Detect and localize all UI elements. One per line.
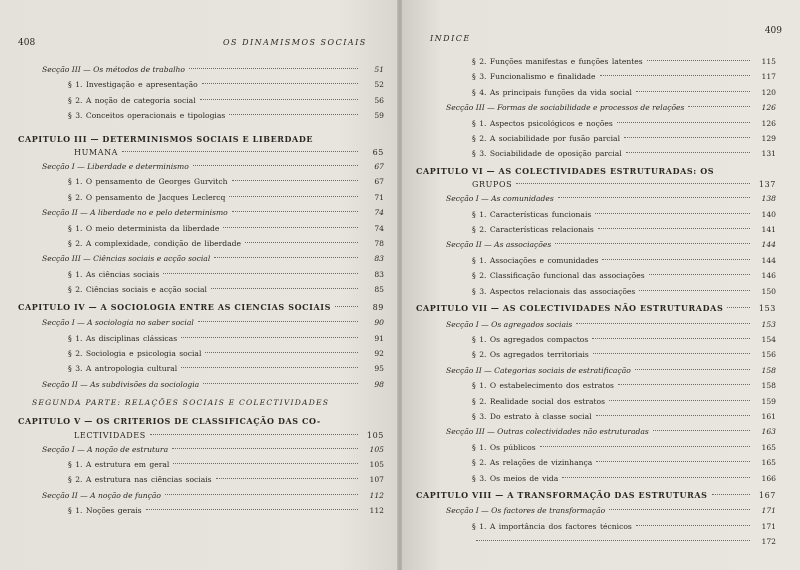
dot-leader: [163, 273, 358, 274]
entry-page-number: 131: [761, 149, 776, 159]
dot-leader: [592, 338, 750, 339]
spacer: [18, 124, 384, 130]
entry-title: HUMANA: [74, 148, 119, 158]
toc-section-entry: [18, 159, 384, 174]
dot-leader: [555, 243, 750, 244]
toc-subsection-entry: [18, 472, 384, 487]
table-of-contents: [416, 54, 776, 550]
entry-page-number: 90: [374, 318, 384, 328]
page-number: 408: [18, 38, 36, 48]
dot-leader: [635, 369, 750, 370]
toc-section-entry: [416, 503, 776, 518]
right-page-header: [416, 26, 782, 50]
toc-section-entry: [18, 205, 384, 220]
entry-page-number: 158: [761, 381, 776, 391]
toc-subsection-entry: [18, 174, 384, 189]
running-title: OS DINAMISMOS SOCIAIS: [223, 38, 367, 47]
toc-subsection-entry: [18, 236, 384, 251]
entry-title: § 1. Aspectos psicológicos e noções: [472, 118, 613, 128]
entry-page-number: 144: [761, 255, 776, 265]
entry-page-number: 67: [374, 162, 384, 172]
entry-title: Secção II — As associações: [446, 240, 552, 250]
entry-title: § 2. A sociabilidade por fusão parcial: [472, 134, 620, 144]
entry-page-number: 107: [369, 475, 384, 485]
dot-leader: [624, 137, 750, 138]
dot-leader: [516, 183, 750, 184]
toc-subsection-entry: [416, 54, 776, 69]
toc-subsection-entry: [416, 146, 776, 161]
entry-title: § 3. Sociabilidade de oposição parcial: [472, 149, 622, 159]
entry-page-number: 167: [758, 490, 776, 500]
entry-title: Secção I — As comunidades: [446, 194, 554, 204]
toc-subsection-entry: [416, 253, 776, 268]
dot-leader: [636, 91, 750, 92]
entry-title: § 1. Investigação e apresentação: [68, 80, 198, 90]
left-page-header: [18, 38, 384, 52]
dot-leader: [639, 290, 750, 291]
entry-page-number: 112: [369, 490, 384, 500]
dot-leader: [626, 152, 750, 153]
toc-subsection-entry: [416, 440, 776, 455]
toc-subsection-entry: [18, 93, 384, 108]
entry-title: CAPITULO VI — AS COLECTIVIDADES ESTRUTURADAS: OS: [416, 165, 715, 176]
entry-page-number: 91: [374, 333, 384, 343]
toc-subsection-entry: [416, 85, 776, 100]
entry-title: Secção III — Formas de sociabilidade e processos de relações: [446, 103, 685, 113]
entry-page-number: 166: [761, 473, 776, 483]
entry-page-number: 83: [374, 254, 384, 264]
entry-title: § 3. Os meios de vida: [472, 473, 559, 483]
toc-subsection-entry: [416, 131, 776, 146]
entry-title: § 2. A complexidade, condição de liberdade: [68, 239, 241, 249]
entry-title: § 2. As relações de vizinhança: [472, 458, 593, 468]
entry-page-number: 117: [761, 72, 776, 82]
dot-leader: [595, 213, 750, 214]
toc-subsection-entry: [416, 519, 776, 534]
toc-section-entry: [416, 237, 776, 252]
entry-page-number: 126: [761, 103, 776, 113]
entry-page-number: 140: [761, 209, 776, 219]
entry-page-number: 120: [761, 87, 776, 97]
entry-page-number: 51: [374, 65, 384, 74]
dot-leader: [211, 288, 358, 289]
dot-leader: [653, 430, 750, 431]
entry-page-number: 78: [374, 239, 384, 249]
entry-title: § 1. As disciplinas clássicas: [68, 333, 178, 343]
dot-leader: [596, 415, 750, 416]
dot-leader: [193, 165, 358, 166]
entry-title: GRUPOS: [472, 180, 513, 190]
entry-page-number: 171: [761, 506, 776, 516]
dot-leader: [223, 227, 358, 228]
dot-leader: [636, 525, 750, 526]
dot-leader: [600, 75, 750, 76]
entry-title: CAPITULO VII — AS COLECTIVIDADES NÃO ESTRUTURADAS: [416, 303, 724, 314]
entry-page-number: 95: [374, 364, 384, 374]
toc-subsection-entry: [18, 108, 384, 123]
toc-subsection-entry: [18, 503, 384, 518]
toc-subsection-entry: [18, 77, 384, 92]
entry-page-number: 150: [761, 286, 776, 296]
entry-page-number: 52: [374, 80, 384, 90]
toc-subsection-entry: [18, 457, 384, 472]
entry-title: § 2. Classificação funcional das associações: [472, 271, 645, 281]
dot-leader: [189, 68, 358, 69]
toc-section-entry: [416, 317, 776, 332]
entry-title: § 1. Os agregados compactos: [472, 334, 589, 344]
dot-leader: [214, 257, 358, 258]
toc-subsection-entry: [416, 116, 776, 131]
part-heading: [18, 394, 384, 412]
entry-page-number: 159: [761, 396, 776, 406]
entry-title: § 1. O pensamento de Georges Gurvitch: [68, 177, 228, 187]
entry-title: § 2. Funções manifestas e funções latentes: [472, 57, 643, 66]
dot-leader: [150, 434, 358, 435]
dot-leader: [205, 352, 358, 353]
toc-chapter-entry: [416, 164, 776, 179]
entry-title: § 1. A importância dos factores técnicos: [472, 521, 632, 531]
entry-title: § 1. A estrutura em geral: [68, 459, 170, 469]
toc-section-entry: [18, 62, 384, 77]
dot-leader: [165, 494, 358, 495]
entry-title: Secção III — Outras colectividades não estruturadas: [446, 427, 649, 437]
entry-title: LECTIVIDADES: [74, 430, 146, 440]
toc-subsection-entry: [18, 267, 384, 282]
entry-title: CAPITULO III — DETERMINISMOS SOCIAIS E LIBERDADE: [18, 133, 314, 144]
dot-leader: [335, 306, 358, 307]
entry-title: Secção II — A liberdade no e pelo determinismo: [42, 208, 228, 218]
toc-chapter-continuation: [18, 147, 384, 159]
running-title: INDICE: [430, 34, 471, 43]
entry-page-number: 71: [374, 192, 384, 202]
dot-leader: [688, 106, 750, 107]
entry-page-number: 156: [761, 350, 776, 360]
entry-page-number: 115: [761, 57, 776, 66]
toc-subsection-entry: [416, 534, 776, 549]
entry-page-number: 56: [374, 95, 384, 105]
dot-leader: [216, 478, 358, 479]
entry-page-number: 161: [761, 411, 776, 421]
entry-title: § 2. Os agregados territoriais: [472, 350, 589, 360]
toc-subsection-entry: [416, 409, 776, 424]
dot-leader: [727, 307, 750, 308]
dot-leader: [146, 509, 358, 510]
dot-leader: [712, 494, 750, 495]
entry-title: § 1. O meio determinista da liberdade: [68, 223, 220, 233]
entry-page-number: 138: [761, 194, 776, 204]
entry-title: § 2. Sociologia e psicologia social: [68, 348, 202, 358]
entry-page-number: 129: [761, 134, 776, 144]
entry-page-number: 65: [372, 148, 384, 158]
entry-title: § 2. O pensamento de Jacques Leclercq: [68, 192, 226, 202]
dot-leader: [181, 337, 358, 338]
entry-title: Secção III — Ciências sociais e acção social: [42, 254, 211, 264]
toc-chapter-entry: [18, 132, 384, 147]
toc-subsection-entry: [18, 190, 384, 205]
dot-leader: [576, 323, 750, 324]
entry-title: § 2. A estrutura nas ciências sociais: [68, 475, 212, 485]
entry-page-number: 144: [761, 240, 776, 250]
entry-title: § 3. Conceitos operacionais e tipologias: [68, 111, 226, 121]
dot-leader: [617, 122, 750, 123]
toc-chapter-entry: [18, 300, 384, 315]
dot-leader: [198, 321, 358, 322]
entry-page-number: 126: [761, 118, 776, 128]
toc-chapter-continuation: [416, 179, 776, 191]
entry-title: Secção II — A noção de função: [42, 490, 161, 500]
dot-leader: [609, 509, 750, 510]
dot-leader: [203, 383, 358, 384]
entry-page-number: 165: [761, 458, 776, 468]
toc-subsection-entry: [416, 347, 776, 362]
toc-subsection-entry: [18, 361, 384, 376]
dot-leader: [172, 448, 358, 449]
entry-title: Secção II — Categorias sociais de estratificação: [446, 365, 631, 375]
dot-leader: [596, 461, 750, 462]
entry-title: § 3. Funcionalismo e finalidade: [472, 72, 596, 82]
entry-page-number: 153: [758, 304, 776, 314]
dot-leader: [649, 274, 750, 275]
entry-title: Secção I — Os agregados sociais: [446, 319, 573, 329]
entry-page-number: 112: [369, 506, 384, 516]
toc-subsection-entry: [18, 282, 384, 297]
dot-leader: [476, 540, 750, 541]
dot-leader: [609, 400, 750, 401]
entry-title: Secção I — A sociologia no saber social: [42, 318, 194, 328]
dot-leader: [562, 477, 750, 478]
toc-chapter-entry: [416, 301, 776, 316]
entry-title: § 3. Do estrato à classe social: [472, 411, 592, 421]
toc-subsection-entry: [18, 346, 384, 361]
toc-section-entry: [416, 191, 776, 206]
toc-subsection-entry: [416, 471, 776, 486]
toc-subsection-entry: [18, 331, 384, 346]
entry-title: Secção I — Liberdade e determinismo: [42, 162, 189, 172]
toc-subsection-entry: [416, 207, 776, 222]
entry-page-number: 67: [374, 177, 384, 187]
entry-title: CAPITULO V — OS CRITERIOS DE CLASSIFICAÇÃO DAS CO-: [18, 416, 321, 427]
toc-subsection-entry: [18, 221, 384, 236]
toc-subsection-entry: [416, 394, 776, 409]
toc-section-entry: [18, 315, 384, 330]
toc-section-entry: [18, 377, 384, 392]
entry-page-number: 105: [366, 430, 384, 440]
toc-chapter-entry: [416, 488, 776, 503]
dot-leader: [229, 114, 358, 115]
entry-page-number: 137: [758, 180, 776, 190]
dot-leader: [202, 83, 358, 84]
dot-leader: [598, 228, 750, 229]
right-page: [402, 0, 800, 570]
entry-title: § 3. A antropologia cultural: [68, 364, 178, 374]
entry-title: § 2. A noção de categoria social: [68, 95, 196, 105]
dot-leader: [181, 367, 358, 368]
entry-page-number: 83: [374, 269, 384, 279]
entry-page-number: 59: [374, 111, 384, 121]
entry-title: § 3. Aspectos relacionais das associações: [472, 286, 636, 296]
entry-page-number: 74: [374, 208, 384, 218]
dot-leader: [229, 196, 358, 197]
toc-subsection-entry: [416, 284, 776, 299]
page-number: 409: [764, 26, 782, 36]
toc-section-entry: [416, 100, 776, 115]
entry-page-number: 146: [761, 271, 776, 281]
entry-page-number: 105: [369, 459, 384, 469]
entry-page-number: 154: [761, 334, 776, 344]
entry-page-number: 165: [761, 442, 776, 452]
dot-leader: [245, 242, 358, 243]
dot-leader: [647, 60, 750, 61]
dot-leader: [200, 99, 358, 100]
toc-section-entry: [18, 442, 384, 457]
entry-page-number: 141: [761, 225, 776, 235]
dot-leader: [593, 353, 750, 354]
toc-section-entry: [18, 251, 384, 266]
dot-leader: [602, 259, 750, 260]
entry-title: Secção I — Os factores de transformação: [446, 506, 606, 516]
entry-page-number: 158: [761, 365, 776, 375]
toc-subsection-entry: [416, 455, 776, 470]
entry-title: § 2. Realidade social dos estratos: [472, 396, 606, 406]
entry-title: Secção III — Os métodos de trabalho: [42, 65, 185, 74]
entry-page-number: 89: [372, 302, 384, 312]
entry-title: CAPITULO VIII — A TRANSFORMAÇÃO DAS ESTRUTURAS: [416, 489, 708, 500]
entry-page-number: 98: [374, 379, 384, 389]
toc-section-entry: [18, 488, 384, 503]
dot-leader: [122, 151, 358, 152]
table-of-contents: [18, 62, 384, 519]
entry-title: Secção II — As subdivisões da sociologia: [42, 379, 200, 389]
entry-title: § 1. Características funcionais: [472, 209, 592, 219]
toc-subsection-entry: [416, 378, 776, 393]
entry-title: § 1. O estabelecimento dos estratos: [472, 381, 614, 391]
toc-chapter-continuation: [18, 430, 384, 442]
entry-page-number: 85: [374, 285, 384, 295]
toc-section-entry: [416, 424, 776, 439]
entry-title: Secção I — A noção de estrutura: [42, 444, 169, 454]
entry-page-number: 92: [374, 348, 384, 358]
dot-leader: [540, 446, 750, 447]
toc-section-entry: [416, 363, 776, 378]
entry-page-number: 163: [761, 427, 776, 437]
entry-title: § 1. Os públicos: [472, 442, 536, 452]
entry-title: CAPITULO IV — A SOCIOLOGIA ENTRE AS CIENCIAS SOCIAIS: [18, 301, 331, 312]
dot-leader: [558, 197, 750, 198]
entry-title: § 1. Associações e comunidades: [472, 255, 599, 265]
entry-page-number: 171: [761, 521, 776, 531]
entry-title: § 2. Ciências sociais e acção social: [68, 285, 207, 295]
entry-page-number: 105: [369, 444, 384, 454]
dot-leader: [618, 384, 750, 385]
toc-subsection-entry: [416, 69, 776, 84]
toc-subsection-entry: [416, 222, 776, 237]
entry-page-number: 74: [374, 223, 384, 233]
dot-leader: [232, 180, 359, 181]
entry-page-number: 172: [761, 537, 776, 547]
entry-title: § 1. Noções gerais: [68, 506, 142, 516]
dot-leader: [232, 211, 358, 212]
entry-title: § 4. As principais funções da vida social: [472, 87, 632, 97]
entry-page-number: 153: [761, 319, 776, 329]
entry-title: § 1. As ciências sociais: [68, 269, 160, 279]
toc-chapter-entry: [18, 414, 384, 429]
part-heading-text: SEGUNDA PARTE: RELAÇÕES SOCIAIS E COLECTIVIDADES: [32, 398, 330, 408]
dot-leader: [173, 463, 358, 464]
toc-subsection-entry: [416, 268, 776, 283]
toc-subsection-entry: [416, 332, 776, 347]
left-page: [0, 0, 398, 570]
entry-title: § 2. Características relacionais: [472, 225, 594, 235]
